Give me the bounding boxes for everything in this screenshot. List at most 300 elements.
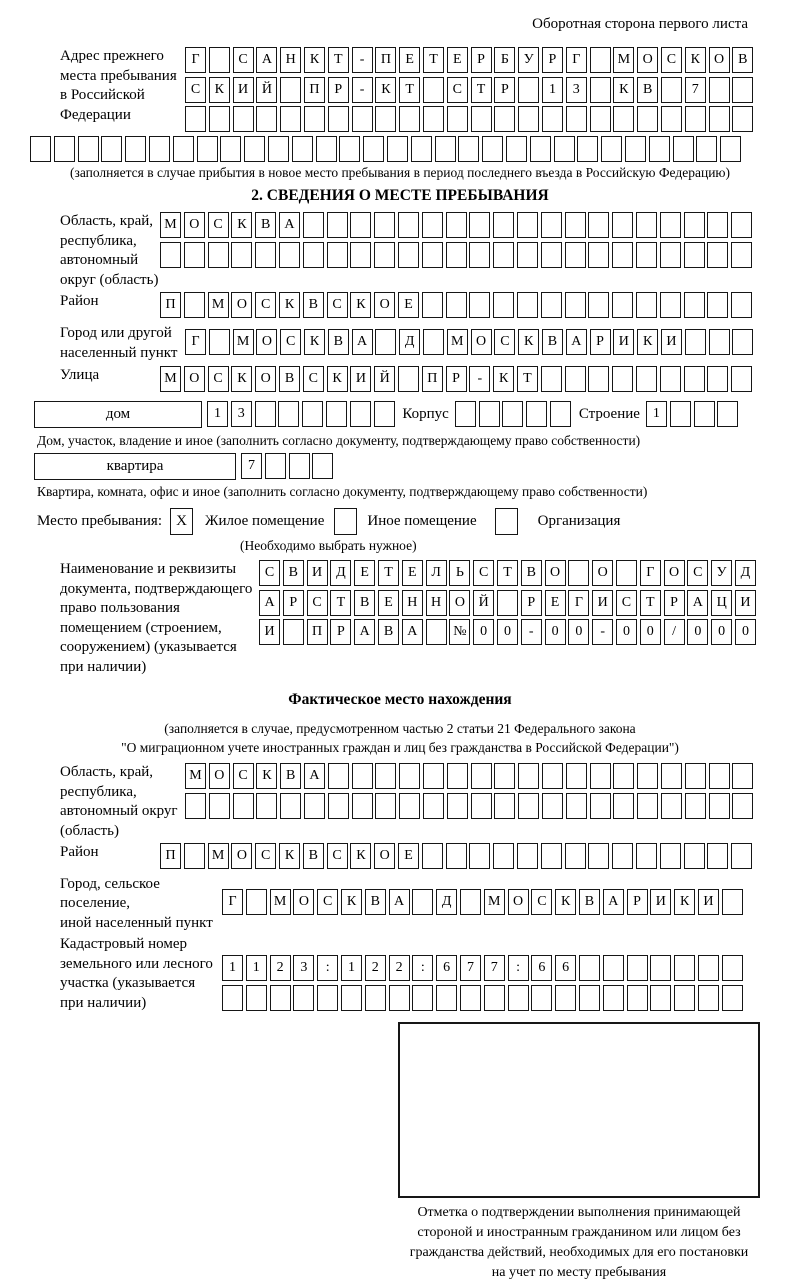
char-cell[interactable]: П xyxy=(160,292,181,318)
char-cell[interactable] xyxy=(374,212,395,238)
char-cell[interactable]: К xyxy=(209,77,230,103)
char-cell[interactable]: О xyxy=(184,212,205,238)
char-cell[interactable]: 1 xyxy=(646,401,667,427)
char-cell[interactable] xyxy=(255,242,276,268)
char-cell[interactable] xyxy=(209,329,230,355)
char-cell[interactable] xyxy=(327,212,348,238)
char-cell[interactable] xyxy=(709,106,730,132)
char-cell[interactable]: В xyxy=(521,560,542,586)
char-cell[interactable]: 0 xyxy=(568,619,589,645)
char-cell[interactable]: А xyxy=(304,763,325,789)
char-cell[interactable]: С xyxy=(185,77,206,103)
char-cell[interactable]: С xyxy=(494,329,515,355)
char-cell[interactable]: В xyxy=(303,843,324,869)
char-cell[interactable] xyxy=(435,136,456,162)
char-cell[interactable]: Р xyxy=(521,590,542,616)
char-cell[interactable] xyxy=(670,401,691,427)
char-cell[interactable]: Г xyxy=(185,329,206,355)
char-cell[interactable]: С xyxy=(327,292,348,318)
char-cell[interactable] xyxy=(303,242,324,268)
char-cell[interactable]: К xyxy=(685,47,706,73)
char-cell[interactable] xyxy=(732,77,753,103)
char-cell[interactable] xyxy=(526,401,547,427)
char-cell[interactable] xyxy=(613,106,634,132)
char-cell[interactable] xyxy=(341,985,362,1011)
char-cell[interactable] xyxy=(352,106,373,132)
char-cell[interactable] xyxy=(542,793,563,819)
char-cell[interactable]: 0 xyxy=(616,619,637,645)
char-cell[interactable]: Д xyxy=(330,560,351,586)
char-cell[interactable]: С xyxy=(233,763,254,789)
char-cell[interactable] xyxy=(375,763,396,789)
char-cell[interactable]: № xyxy=(449,619,470,645)
char-cell[interactable]: Р xyxy=(446,366,467,392)
char-cell[interactable]: А xyxy=(354,619,375,645)
char-cell[interactable] xyxy=(698,985,719,1011)
char-cell[interactable] xyxy=(709,329,730,355)
char-cell[interactable]: Е xyxy=(545,590,566,616)
char-cell[interactable] xyxy=(612,366,633,392)
char-cell[interactable]: А xyxy=(566,329,587,355)
char-cell[interactable] xyxy=(637,793,658,819)
char-cell[interactable]: 1 xyxy=(341,955,362,981)
char-cell[interactable] xyxy=(231,242,252,268)
char-cell[interactable] xyxy=(612,212,633,238)
char-cell[interactable]: 1 xyxy=(222,955,243,981)
char-cell[interactable] xyxy=(350,212,371,238)
char-cell[interactable]: М xyxy=(160,366,181,392)
char-cell[interactable] xyxy=(661,763,682,789)
char-cell[interactable]: Ь xyxy=(449,560,470,586)
char-cell[interactable] xyxy=(280,793,301,819)
char-cell[interactable] xyxy=(422,843,443,869)
char-cell[interactable] xyxy=(493,843,514,869)
char-cell[interactable] xyxy=(707,292,728,318)
char-cell[interactable] xyxy=(661,106,682,132)
char-cell[interactable] xyxy=(374,401,395,427)
char-cell[interactable]: И xyxy=(735,590,756,616)
char-cell[interactable]: В xyxy=(732,47,753,73)
char-cell[interactable]: И xyxy=(698,889,719,915)
char-cell[interactable]: 0 xyxy=(687,619,708,645)
char-cell[interactable]: Б xyxy=(494,47,515,73)
char-cell[interactable]: О xyxy=(231,843,252,869)
char-cell[interactable]: Р xyxy=(542,47,563,73)
char-cell[interactable]: - xyxy=(521,619,542,645)
char-cell[interactable] xyxy=(685,793,706,819)
char-cell[interactable] xyxy=(246,889,267,915)
char-cell[interactable] xyxy=(222,985,243,1011)
char-cell[interactable]: П xyxy=(375,47,396,73)
char-cell[interactable]: К xyxy=(231,366,252,392)
char-cell[interactable] xyxy=(350,242,371,268)
char-cell[interactable]: 0 xyxy=(711,619,732,645)
char-cell[interactable]: И xyxy=(661,329,682,355)
char-cell[interactable]: Н xyxy=(402,590,423,616)
char-cell[interactable] xyxy=(399,793,420,819)
char-cell[interactable] xyxy=(328,793,349,819)
char-cell[interactable] xyxy=(616,560,637,586)
char-cell[interactable] xyxy=(316,136,337,162)
char-cell[interactable] xyxy=(588,292,609,318)
char-cell[interactable]: П xyxy=(160,843,181,869)
char-cell[interactable]: И xyxy=(233,77,254,103)
char-cell[interactable] xyxy=(660,212,681,238)
char-cell[interactable]: К xyxy=(304,47,325,73)
char-cell[interactable] xyxy=(732,329,753,355)
char-cell[interactable]: 3 xyxy=(566,77,587,103)
char-cell[interactable] xyxy=(518,77,539,103)
char-cell[interactable]: А xyxy=(402,619,423,645)
char-cell[interactable]: М xyxy=(613,47,634,73)
char-cell[interactable] xyxy=(684,242,705,268)
char-cell[interactable]: 7 xyxy=(460,955,481,981)
char-cell[interactable]: К xyxy=(674,889,695,915)
char-cell[interactable] xyxy=(588,366,609,392)
char-cell[interactable] xyxy=(707,843,728,869)
char-cell[interactable] xyxy=(568,560,589,586)
char-cell[interactable]: К xyxy=(304,329,325,355)
char-cell[interactable]: О xyxy=(664,560,685,586)
char-cell[interactable]: Е xyxy=(398,843,419,869)
char-cell[interactable]: К xyxy=(613,77,634,103)
char-cell[interactable]: С xyxy=(473,560,494,586)
char-cell[interactable] xyxy=(289,453,310,479)
char-cell[interactable] xyxy=(731,366,752,392)
char-cell[interactable] xyxy=(531,985,552,1011)
char-cell[interactable] xyxy=(685,106,706,132)
char-cell[interactable]: В xyxy=(279,366,300,392)
char-cell[interactable]: О xyxy=(709,47,730,73)
char-cell[interactable] xyxy=(732,793,753,819)
char-cell[interactable] xyxy=(601,136,622,162)
char-cell[interactable]: В xyxy=(542,329,563,355)
char-cell[interactable]: Д xyxy=(735,560,756,586)
char-cell[interactable] xyxy=(590,106,611,132)
char-cell[interactable] xyxy=(447,106,468,132)
char-cell[interactable] xyxy=(54,136,75,162)
char-cell[interactable]: Н xyxy=(280,47,301,73)
char-cell[interactable] xyxy=(707,212,728,238)
char-cell[interactable] xyxy=(518,763,539,789)
char-cell[interactable] xyxy=(612,292,633,318)
char-cell[interactable] xyxy=(517,843,538,869)
char-cell[interactable] xyxy=(661,77,682,103)
char-cell[interactable]: Г xyxy=(185,47,206,73)
char-cell[interactable]: П xyxy=(422,366,443,392)
char-cell[interactable]: : xyxy=(508,955,529,981)
char-cell[interactable]: Е xyxy=(398,292,419,318)
char-cell[interactable]: Р xyxy=(328,77,349,103)
char-cell[interactable]: К xyxy=(555,889,576,915)
char-cell[interactable]: 7 xyxy=(685,77,706,103)
char-cell[interactable] xyxy=(508,985,529,1011)
char-cell[interactable] xyxy=(494,106,515,132)
char-cell[interactable]: С xyxy=(661,47,682,73)
char-cell[interactable]: В xyxy=(328,329,349,355)
char-cell[interactable] xyxy=(447,763,468,789)
char-cell[interactable]: 0 xyxy=(735,619,756,645)
char-cell[interactable]: М xyxy=(484,889,505,915)
char-cell[interactable] xyxy=(446,242,467,268)
char-cell[interactable]: О xyxy=(293,889,314,915)
char-cell[interactable] xyxy=(627,955,648,981)
char-cell[interactable] xyxy=(588,212,609,238)
char-cell[interactable] xyxy=(328,106,349,132)
char-cell[interactable]: С xyxy=(208,212,229,238)
char-cell[interactable] xyxy=(707,242,728,268)
char-cell[interactable] xyxy=(565,843,586,869)
char-cell[interactable] xyxy=(542,106,563,132)
char-cell[interactable]: С xyxy=(255,843,276,869)
char-cell[interactable]: Е xyxy=(354,560,375,586)
char-cell[interactable]: 1 xyxy=(542,77,563,103)
char-cell[interactable]: : xyxy=(412,955,433,981)
char-cell[interactable]: О xyxy=(231,292,252,318)
char-cell[interactable] xyxy=(280,77,301,103)
char-cell[interactable] xyxy=(293,985,314,1011)
char-cell[interactable] xyxy=(674,955,695,981)
char-cell[interactable] xyxy=(278,401,299,427)
char-cell[interactable] xyxy=(78,136,99,162)
char-cell[interactable]: К xyxy=(637,329,658,355)
char-cell[interactable] xyxy=(518,106,539,132)
char-cell[interactable] xyxy=(209,47,230,73)
char-cell[interactable] xyxy=(590,47,611,73)
char-cell[interactable] xyxy=(422,292,443,318)
char-cell[interactable] xyxy=(446,292,467,318)
char-cell[interactable]: 2 xyxy=(389,955,410,981)
char-cell[interactable] xyxy=(590,793,611,819)
char-cell[interactable]: К xyxy=(231,212,252,238)
char-cell[interactable] xyxy=(541,843,562,869)
char-cell[interactable] xyxy=(720,136,741,162)
char-cell[interactable] xyxy=(674,985,695,1011)
checkbox-inoe-pomeshchenie[interactable] xyxy=(334,508,357,535)
char-cell[interactable] xyxy=(149,136,170,162)
char-cell[interactable] xyxy=(283,619,304,645)
char-cell[interactable] xyxy=(411,136,432,162)
char-cell[interactable] xyxy=(446,843,467,869)
char-cell[interactable] xyxy=(484,985,505,1011)
char-cell[interactable] xyxy=(565,366,586,392)
char-cell[interactable]: О xyxy=(449,590,470,616)
char-cell[interactable]: К xyxy=(256,763,277,789)
char-cell[interactable]: А xyxy=(259,590,280,616)
char-cell[interactable]: Т xyxy=(423,47,444,73)
char-cell[interactable] xyxy=(550,401,571,427)
char-cell[interactable]: Г xyxy=(566,47,587,73)
char-cell[interactable] xyxy=(650,955,671,981)
char-cell[interactable]: Р xyxy=(330,619,351,645)
char-cell[interactable] xyxy=(312,453,333,479)
char-cell[interactable]: Р xyxy=(471,47,492,73)
char-cell[interactable]: О xyxy=(209,763,230,789)
char-cell[interactable]: Р xyxy=(664,590,685,616)
char-cell[interactable] xyxy=(339,136,360,162)
char-cell[interactable] xyxy=(709,763,730,789)
char-cell[interactable]: С xyxy=(307,590,328,616)
char-cell[interactable] xyxy=(436,985,457,1011)
char-cell[interactable]: С xyxy=(208,366,229,392)
char-cell[interactable] xyxy=(455,401,476,427)
char-cell[interactable] xyxy=(197,136,218,162)
char-cell[interactable] xyxy=(209,793,230,819)
char-cell[interactable] xyxy=(566,763,587,789)
char-cell[interactable]: 3 xyxy=(231,401,252,427)
char-cell[interactable] xyxy=(588,843,609,869)
char-cell[interactable] xyxy=(612,843,633,869)
char-cell[interactable] xyxy=(637,763,658,789)
char-cell[interactable] xyxy=(542,763,563,789)
char-cell[interactable]: А xyxy=(603,889,624,915)
char-cell[interactable]: С xyxy=(280,329,301,355)
char-cell[interactable] xyxy=(518,793,539,819)
char-cell[interactable] xyxy=(422,242,443,268)
char-cell[interactable] xyxy=(469,843,490,869)
char-cell[interactable] xyxy=(304,793,325,819)
char-cell[interactable]: 0 xyxy=(640,619,661,645)
char-cell[interactable] xyxy=(246,985,267,1011)
char-cell[interactable] xyxy=(352,793,373,819)
char-cell[interactable] xyxy=(636,292,657,318)
char-cell[interactable] xyxy=(612,242,633,268)
char-cell[interactable] xyxy=(590,77,611,103)
char-cell[interactable] xyxy=(185,793,206,819)
char-cell[interactable]: С xyxy=(531,889,552,915)
char-cell[interactable]: П xyxy=(304,77,325,103)
char-cell[interactable]: Й xyxy=(473,590,494,616)
char-cell[interactable] xyxy=(660,843,681,869)
char-cell[interactable] xyxy=(636,366,657,392)
char-cell[interactable] xyxy=(160,242,181,268)
char-cell[interactable] xyxy=(541,212,562,238)
char-cell[interactable] xyxy=(530,136,551,162)
char-cell[interactable] xyxy=(603,985,624,1011)
char-cell[interactable] xyxy=(375,793,396,819)
char-cell[interactable] xyxy=(673,136,694,162)
char-cell[interactable]: 7 xyxy=(484,955,505,981)
char-cell[interactable]: 1 xyxy=(207,401,228,427)
char-cell[interactable] xyxy=(566,793,587,819)
char-cell[interactable] xyxy=(579,985,600,1011)
char-cell[interactable] xyxy=(685,763,706,789)
char-cell[interactable] xyxy=(731,843,752,869)
char-cell[interactable]: Р xyxy=(283,590,304,616)
char-cell[interactable] xyxy=(636,242,657,268)
char-cell[interactable] xyxy=(447,793,468,819)
char-cell[interactable] xyxy=(30,136,51,162)
char-cell[interactable]: А xyxy=(389,889,410,915)
char-cell[interactable] xyxy=(398,212,419,238)
char-cell[interactable]: О xyxy=(374,292,395,318)
char-cell[interactable]: Е xyxy=(399,47,420,73)
char-cell[interactable] xyxy=(502,401,523,427)
char-cell[interactable]: Р xyxy=(590,329,611,355)
char-cell[interactable]: Т xyxy=(328,47,349,73)
char-cell[interactable] xyxy=(731,292,752,318)
char-cell[interactable] xyxy=(317,985,338,1011)
char-cell[interactable] xyxy=(637,106,658,132)
char-cell[interactable]: Н xyxy=(426,590,447,616)
char-cell[interactable]: К xyxy=(327,366,348,392)
char-cell[interactable]: 6 xyxy=(531,955,552,981)
char-cell[interactable] xyxy=(423,793,444,819)
char-cell[interactable] xyxy=(722,955,743,981)
char-cell[interactable]: Й xyxy=(256,77,277,103)
char-cell[interactable]: Г xyxy=(222,889,243,915)
char-cell[interactable]: В xyxy=(637,77,658,103)
char-cell[interactable] xyxy=(423,77,444,103)
char-cell[interactable]: В xyxy=(283,560,304,586)
char-cell[interactable] xyxy=(717,401,738,427)
char-cell[interactable]: - xyxy=(592,619,613,645)
char-cell[interactable]: О xyxy=(184,366,205,392)
char-cell[interactable] xyxy=(588,242,609,268)
char-cell[interactable]: - xyxy=(352,47,373,73)
char-cell[interactable] xyxy=(469,212,490,238)
char-cell[interactable]: К xyxy=(493,366,514,392)
char-cell[interactable]: В xyxy=(280,763,301,789)
char-cell[interactable]: : xyxy=(317,955,338,981)
char-cell[interactable]: 2 xyxy=(365,955,386,981)
char-cell[interactable]: С xyxy=(259,560,280,586)
char-cell[interactable]: К xyxy=(518,329,539,355)
char-cell[interactable] xyxy=(731,212,752,238)
char-cell[interactable]: М xyxy=(447,329,468,355)
char-cell[interactable] xyxy=(422,212,443,238)
char-cell[interactable] xyxy=(565,242,586,268)
char-cell[interactable]: В xyxy=(579,889,600,915)
char-cell[interactable]: О xyxy=(256,329,277,355)
char-cell[interactable] xyxy=(350,401,371,427)
char-cell[interactable]: С xyxy=(447,77,468,103)
char-cell[interactable] xyxy=(184,292,205,318)
char-cell[interactable] xyxy=(493,212,514,238)
char-cell[interactable] xyxy=(244,136,265,162)
char-cell[interactable] xyxy=(685,329,706,355)
char-cell[interactable] xyxy=(482,136,503,162)
char-cell[interactable] xyxy=(279,242,300,268)
char-cell[interactable] xyxy=(577,136,598,162)
char-cell[interactable] xyxy=(565,212,586,238)
char-cell[interactable] xyxy=(613,793,634,819)
char-cell[interactable]: М xyxy=(160,212,181,238)
char-cell[interactable]: С xyxy=(303,366,324,392)
char-cell[interactable]: Р xyxy=(627,889,648,915)
char-cell[interactable]: И xyxy=(592,590,613,616)
char-cell[interactable] xyxy=(696,136,717,162)
char-cell[interactable]: Е xyxy=(447,47,468,73)
char-cell[interactable]: И xyxy=(307,560,328,586)
char-cell[interactable] xyxy=(627,985,648,1011)
char-cell[interactable] xyxy=(352,763,373,789)
char-cell[interactable] xyxy=(125,136,146,162)
char-cell[interactable]: К xyxy=(350,292,371,318)
char-cell[interactable]: Т xyxy=(497,560,518,586)
char-cell[interactable]: М xyxy=(185,763,206,789)
char-cell[interactable]: С xyxy=(255,292,276,318)
char-cell[interactable] xyxy=(302,401,323,427)
char-cell[interactable] xyxy=(209,106,230,132)
char-cell[interactable]: С xyxy=(233,47,254,73)
char-cell[interactable] xyxy=(471,763,492,789)
char-cell[interactable]: О xyxy=(471,329,492,355)
char-cell[interactable] xyxy=(374,242,395,268)
char-cell[interactable]: Е xyxy=(402,560,423,586)
char-cell[interactable] xyxy=(709,793,730,819)
char-cell[interactable] xyxy=(603,955,624,981)
